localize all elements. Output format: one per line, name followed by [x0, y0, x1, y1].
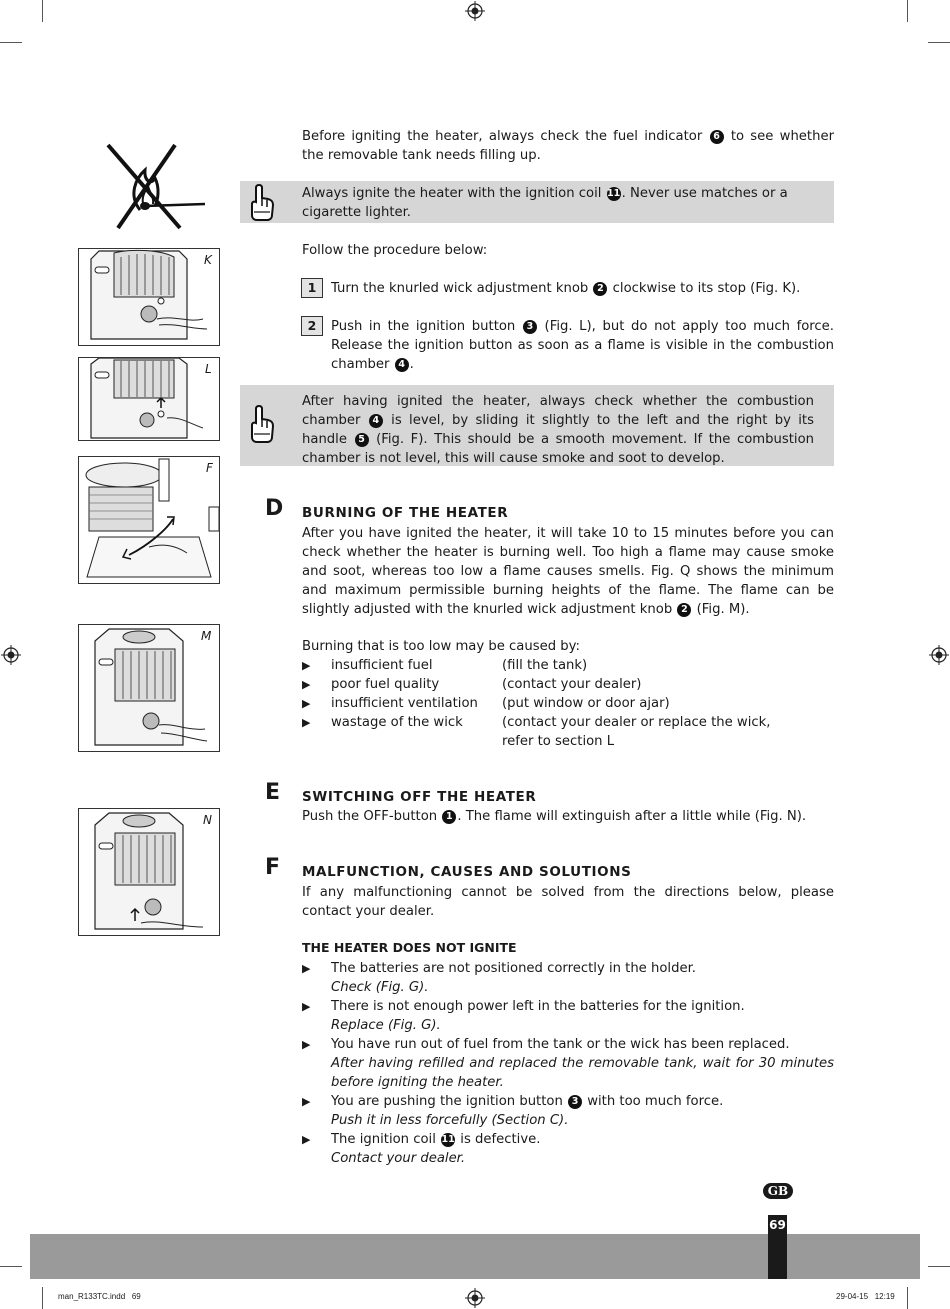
cause-text: insufficient ventilation [331, 696, 478, 711]
step-number-box: 2 [301, 316, 323, 336]
intro-paragraph: Before igniting the heater, always check the fuel indicator 6 to see whether the removable tank needs filling up. [302, 129, 834, 163]
malfunction-item: There is not enough power left in the batteries for the ignition. Replace (Fig. G). [331, 999, 745, 1033]
bullet-arrow-icon: ▶ [302, 1133, 311, 1146]
ref-number-icon: 2 [593, 282, 607, 296]
section-letter: E [265, 780, 281, 805]
figure-label: L [205, 362, 212, 376]
malfunction-item: You have run out of fuel from the tank or the wick has been replaced. After having refilled and replaced the removable tank, wait for 30 minutes before igniting the heater. [331, 1037, 834, 1090]
remedy-text: (fill the tank) [502, 658, 588, 673]
ref-number-icon: 2 [677, 603, 691, 617]
crop-mark [928, 1266, 950, 1267]
procedure-label: Follow the procedure below: [302, 243, 488, 258]
section-letter: F [265, 855, 281, 880]
ref-number-icon: 4 [395, 358, 409, 372]
remedy-text: refer to section L [502, 734, 615, 749]
warning-hand-icon [248, 182, 276, 222]
heater-drawing [79, 457, 219, 583]
warning-ignition-text: Always ignite the heater with the ignition coil 11. Never use matches or a cigarette lighter. [302, 186, 788, 220]
cause-text: poor fuel quality [331, 677, 440, 692]
bullet-arrow-icon: ▶ [302, 1000, 311, 1013]
section-title: BURNING OF THE HEATER [302, 505, 509, 521]
heater-drawing [79, 809, 219, 935]
malfunction-item: The ignition coil 11 is defective. Contact your dealer. [331, 1132, 541, 1166]
malfunction-item: You are pushing the ignition button 3 with too much force. Push it in less forcefully (Section C). [331, 1094, 724, 1128]
warning-combustion-text: After having ignited the heater, always check whether the combustion chamber 4 is level, by sliding it slightly to the left and the right by its handle 5 (Fig. F). This should be a smooth movement. If the combustion chamber is not level, this will cause smoke and soot to develop. [302, 394, 814, 466]
crop-mark [0, 1266, 22, 1267]
bullet-arrow-icon: ▶ [302, 1095, 311, 1108]
figure-m [78, 624, 220, 752]
ref-number-icon: 11 [606, 188, 621, 199]
figure-n [78, 808, 220, 936]
crop-mark [907, 1287, 908, 1309]
registration-mark-icon [929, 645, 949, 665]
subheading: THE HEATER DOES NOT IGNITE [302, 940, 517, 955]
step-number-box: 1 [301, 278, 323, 298]
remedy-text: (contact your dealer or replace the wick, [502, 715, 771, 730]
crop-mark [907, 0, 908, 22]
section-body: If any malfunctioning cannot be solved from the directions below, please contact your dealer. [302, 885, 834, 919]
section-body: After you have ignited the heater, it will take 10 to 15 minutes before you can check whether the heater is burning well. Too high a flame may cause smoke and soot, whereas too low a flame causes smells. Fig. Q shows the minimum and maximum permissible burning heights of the flame. The flame can be slightly adjusted with the knurled wick adjustment knob 2 (Fig. M). [302, 526, 834, 617]
warning-hand-icon [248, 403, 276, 445]
figure-k [78, 248, 220, 346]
registration-mark-icon [465, 1, 485, 21]
bullet-arrow-icon: ▶ [302, 697, 311, 710]
bullet-arrow-icon: ▶ [302, 1038, 311, 1051]
heater-drawing [79, 249, 219, 345]
section-title: MALFUNCTION, CAUSES AND SOLUTIONS [302, 864, 632, 880]
step-text: Push in the ignition button 3 (Fig. L), but do not apply too much force. Release the ignition button as soon as a flame is visible in the combustion chamber 4 . [331, 319, 834, 372]
heater-drawing [79, 625, 219, 751]
language-badge: GB [763, 1183, 793, 1199]
ref-number-icon: 3 [523, 320, 537, 334]
file-name: man_R133TC.indd 69 [58, 1292, 141, 1301]
step-text: Turn the knurled wick adjustment knob 2 clockwise to its stop (Fig. K). [331, 281, 801, 296]
figure-label: K [204, 253, 212, 267]
ref-number-icon: 3 [568, 1095, 582, 1109]
print-date: 29-04-15 12:19 [836, 1292, 895, 1301]
crop-mark [42, 0, 43, 22]
figure-l [78, 357, 220, 441]
bullet-arrow-icon: ▶ [302, 716, 311, 729]
section-title: SWITCHING OFF THE HEATER [302, 789, 537, 805]
figure-label: N [203, 813, 212, 827]
bullet-arrow-icon: ▶ [302, 659, 311, 672]
page-number: 69 [769, 1218, 786, 1232]
figure-label: F [206, 461, 213, 475]
crop-mark [928, 42, 950, 43]
section-letter: D [265, 496, 284, 521]
malfunction-item: The batteries are not positioned correctly in the holder. Check (Fig. G). [331, 961, 696, 995]
figure-label: M [201, 629, 212, 643]
causes-intro: Burning that is too low may be caused by: [302, 639, 580, 654]
ref-number-icon: 11 [441, 1134, 455, 1145]
bullet-arrow-icon: ▶ [302, 962, 311, 975]
ref-number-icon: 5 [355, 433, 369, 447]
crop-mark [42, 1287, 43, 1309]
bullet-arrow-icon: ▶ [302, 678, 311, 691]
heater-drawing [79, 358, 219, 440]
crop-mark [0, 42, 22, 43]
no-matches-icon [100, 140, 210, 235]
remedy-text: (contact your dealer) [502, 677, 642, 692]
ref-number-icon: 1 [442, 810, 456, 824]
ref-number-icon: 6 [710, 130, 724, 144]
section-body: Push the OFF-button 1 . The flame will extinguish after a little while (Fig. N). [302, 809, 807, 824]
figure-f [78, 456, 220, 584]
ref-number-icon: 4 [369, 414, 383, 428]
remedy-text: (put window or door ajar) [502, 696, 670, 711]
registration-mark-icon [465, 1288, 485, 1308]
cause-text: wastage of the wick [331, 715, 463, 730]
cause-text: insufficient fuel [331, 658, 433, 673]
registration-mark-icon [1, 645, 21, 665]
